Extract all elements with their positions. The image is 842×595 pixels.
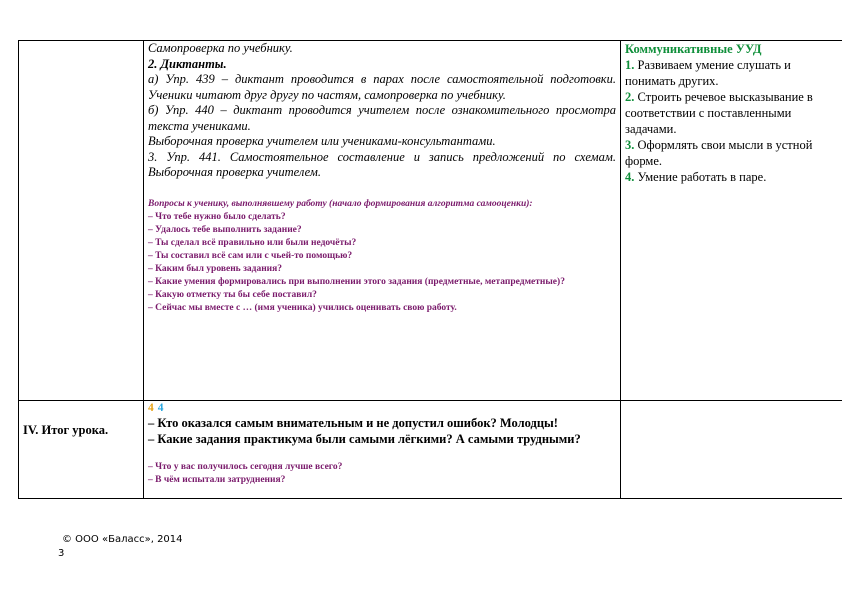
activity-line: а) Упр. 439 – диктант проводится в парах после самостоятельной подготовки. Ученики читают друг другу по частям, самопроверка по учебнику.: [148, 72, 616, 102]
question-item: – Удалось тебе выполнить задание?: [148, 224, 302, 235]
stage-cell: IV. Итог урока.: [19, 401, 144, 499]
uud-text: Строить речевое высказывание в соответствии с поставленными задачами.: [625, 90, 813, 136]
question-item: – Сейчас мы вместе с … (имя ученика) учились оценивать свою работу.: [148, 302, 457, 313]
page-footer: [58, 533, 183, 561]
lesson-table: [18, 40, 842, 499]
question-item: – Ты составил всё сам или с чьей-то помощью?: [148, 250, 353, 261]
copyright: © ООО «Баласс», 2014: [62, 534, 183, 545]
uud-title: Коммуникативные УУД: [625, 42, 762, 56]
summary-text: [148, 415, 616, 447]
activity-text: [148, 41, 616, 181]
uud-item: [625, 169, 841, 185]
activity-line: Выборочная проверка учителем или учениками-консультантами.: [148, 134, 496, 148]
table-row: [19, 401, 842, 499]
uud-num: 2.: [625, 90, 635, 104]
question-item: – Какую отметку ты бы себе поставил?: [148, 289, 317, 300]
page-refs: [148, 401, 616, 415]
questions-heading: Вопросы к ученику, выполнявшему работу (начало формирования алгоритма самооценки):: [148, 198, 533, 209]
uud-num: 3.: [625, 138, 635, 152]
summary-cell: [144, 401, 621, 499]
uud-num: 1.: [625, 58, 635, 72]
question-item: – Ты сделал всё правильно или были недочёты?: [148, 237, 357, 248]
uud-num: 4.: [625, 170, 635, 184]
question-item: – В чём испытали затруднения?: [148, 475, 286, 485]
uud-item: [625, 137, 841, 169]
activity-line: 3. Упр. 441. Самостоятельное составление и запись предложений по схемам. Выборочная проверка учителем.: [148, 149, 616, 179]
uud-item: [625, 89, 841, 137]
stage-cell-empty: [19, 41, 144, 401]
activity-line: б) Упр. 440 – диктант проводится учителем после ознакомительного просмотра текста учениками.: [148, 103, 616, 133]
ref-number: 4: [148, 402, 154, 414]
table-row: [19, 41, 842, 401]
question-item: – Что у вас получилось сегодня лучше всего?: [148, 462, 343, 472]
self-assessment-questions: [148, 198, 616, 315]
uud-cell-empty: [621, 401, 842, 499]
page-number: 3: [58, 548, 65, 559]
question-item: – Что тебе нужно было сделать?: [148, 211, 286, 222]
summary-questions: [148, 461, 616, 487]
activity-line: Самопроверка по учебнику.: [148, 41, 293, 55]
uud-text: Развиваем умение слушать и понимать других.: [625, 58, 791, 88]
question-item: – Какие умения формировались при выполнении этого задания (предметные, метапредметные)?: [148, 276, 565, 287]
uud-cell: [621, 41, 842, 401]
activity-cell: [144, 41, 621, 401]
ref-number: 4: [157, 402, 164, 414]
uud-text: Оформлять свои мысли в устной форме.: [625, 138, 813, 168]
summary-line: – Какие задания практикума были самыми лёгкими? А самыми трудными?: [148, 432, 581, 446]
question-item: – Каким был уровень задания?: [148, 263, 283, 274]
uud-item: [625, 57, 841, 89]
activity-heading: 2. Диктанты.: [148, 56, 227, 71]
uud-text: Умение работать в паре.: [634, 170, 767, 184]
summary-line: – Кто оказался самым внимательным и не допустил ошибок? Молодцы!: [148, 416, 558, 430]
